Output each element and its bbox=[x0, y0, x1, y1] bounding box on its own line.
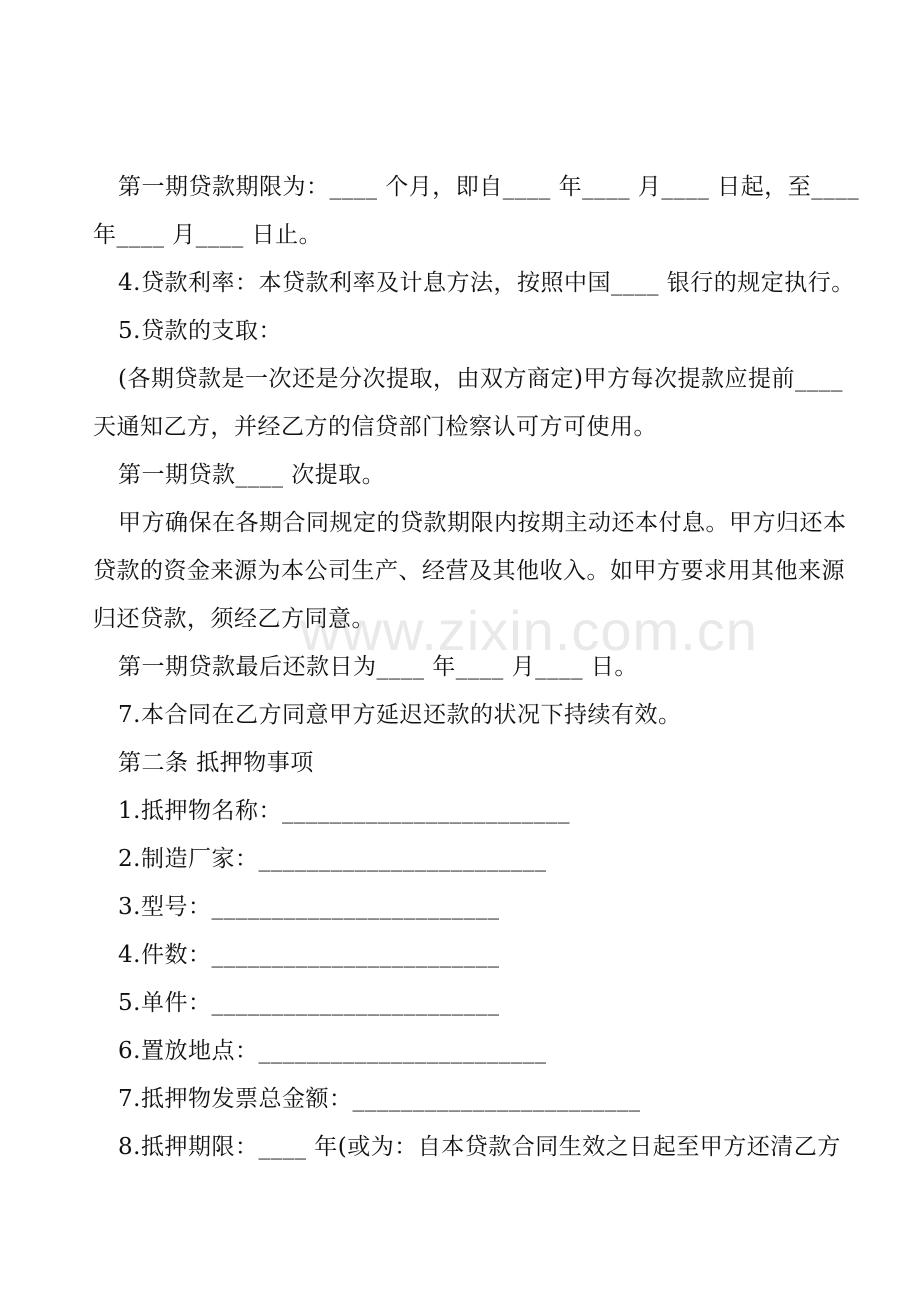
form-field-line: 3.型号：________________________ bbox=[118, 894, 500, 920]
paragraph-line: 甲方确保在各期合同规定的贷款期限内按期主动还本付息。甲方归还本 bbox=[118, 510, 847, 536]
paragraph-line: 4.贷款利率：本贷款利率及计息方法，按照中国____ 银行的规定执行。 bbox=[118, 270, 855, 296]
form-field-line: 5.单件：________________________ bbox=[118, 990, 500, 1016]
paragraph-line: 8.抵押期限：____ 年(或为：自本贷款合同生效之日起至甲方还清乙方 bbox=[118, 1134, 841, 1160]
form-field-line: 2.制造厂家：________________________ bbox=[118, 846, 547, 872]
paragraph-line: 第一期贷款期限为：____ 个月，即自____ 年____ 月____ 日起，至____ bbox=[118, 174, 860, 200]
paragraph-line: 年____ 月____ 日止。 bbox=[93, 222, 323, 248]
form-field-line: 4.件数：________________________ bbox=[118, 942, 500, 968]
paragraph-line: 归还贷款，须经乙方同意。 bbox=[93, 606, 375, 632]
paragraph-line: 5.贷款的支取： bbox=[118, 318, 282, 344]
paragraph-line: 第一期贷款____ 次提取。 bbox=[118, 462, 386, 488]
section-heading: 第二条 抵押物事项 bbox=[118, 750, 314, 776]
form-field-line: 1.抵押物名称：________________________ bbox=[118, 798, 570, 824]
form-field-line: 6.置放地点：________________________ bbox=[118, 1038, 547, 1064]
paragraph-line: 贷款的资金来源为本公司生产、经营及其他收入。如甲方要求用其他来源 bbox=[93, 558, 845, 584]
watermark: www.zixin.com.cn bbox=[300, 599, 758, 662]
paragraph-line: 7.本合同在乙方同意甲方延迟还款的状况下持续有效。 bbox=[118, 702, 682, 728]
paragraph-line: 第一期贷款最后还款日为____ 年____ 月____ 日。 bbox=[118, 654, 638, 680]
form-field-line: 7.抵押物发票总金额：________________________ bbox=[118, 1086, 641, 1112]
paragraph-line: (各期贷款是一次还是分次提取，由双方商定)甲方每次提款应提前____ bbox=[118, 366, 843, 392]
paragraph-line: 天通知乙方，并经乙方的信贷部门检察认可方可使用。 bbox=[93, 414, 657, 440]
